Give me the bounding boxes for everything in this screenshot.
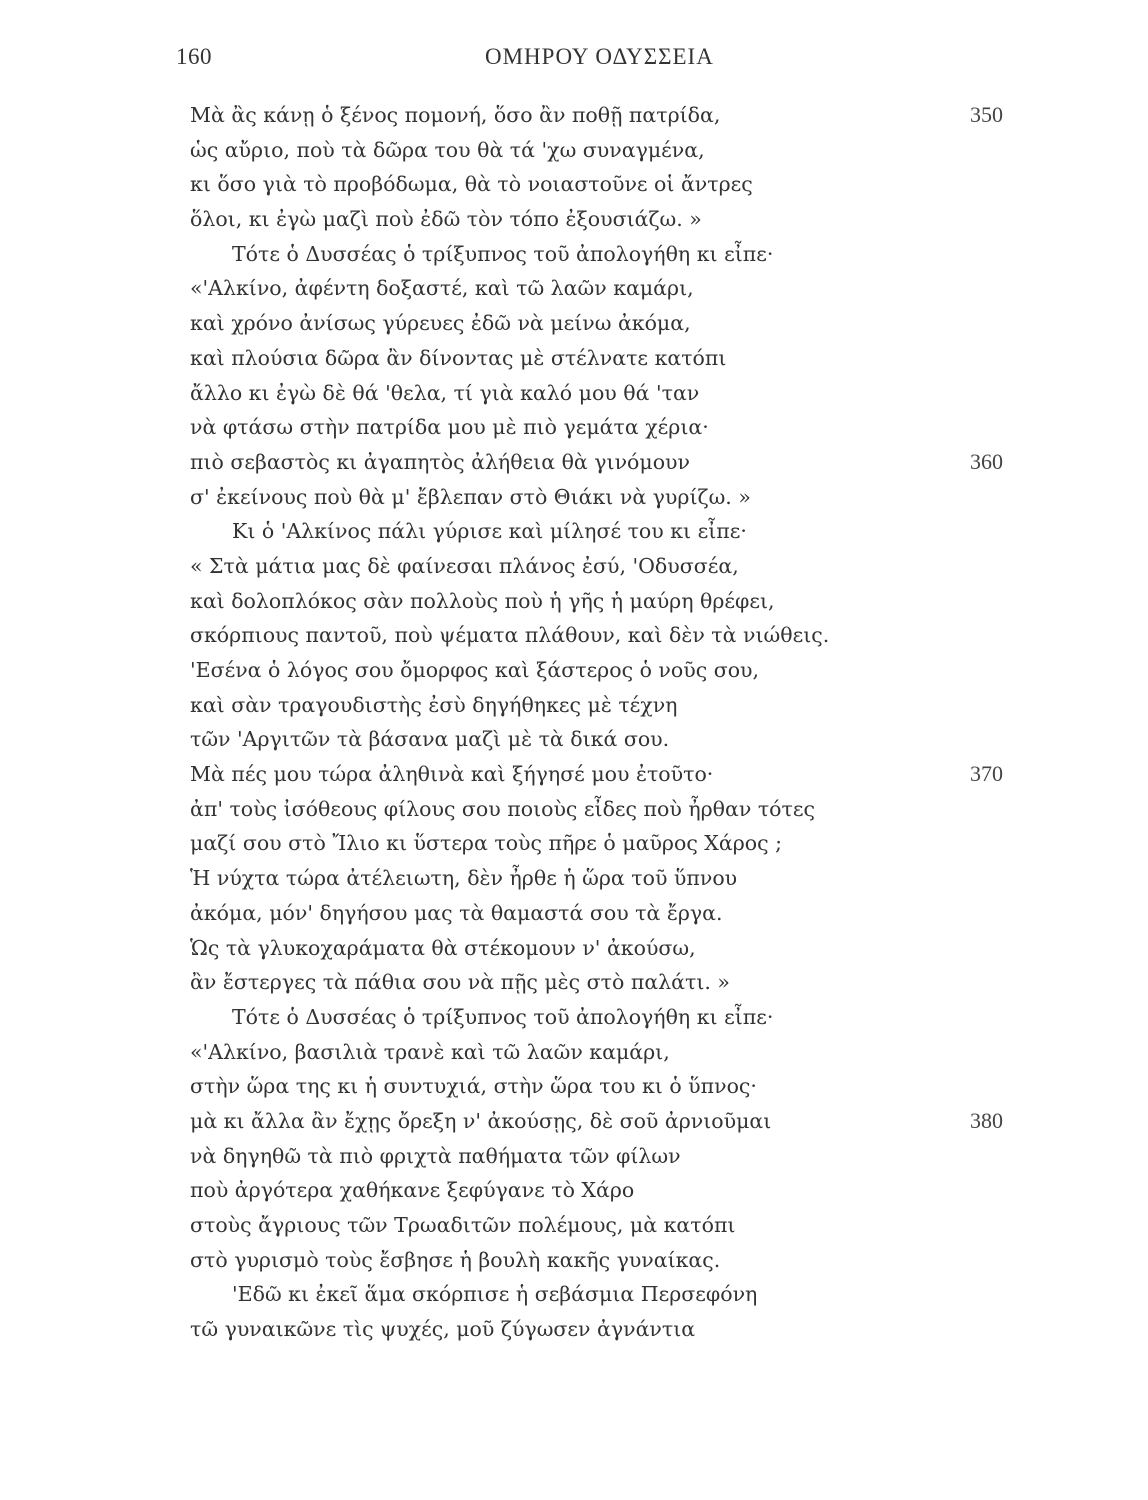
verse-line: [0, 133, 1148, 168]
verse-text: ποὺ ἀργότερα χαθήκανε ξεφύγανε τὸ Χάρο: [190, 1178, 635, 1203]
verse-text: νὰ φτάσω στὴν πατρίδα μου μὲ πιὸ γεμάτα χέρια·: [190, 415, 709, 440]
verse-line: [0, 445, 1148, 480]
poem-text: [0, 98, 1148, 1347]
verse-text: καὶ χρόνο ἀνίσως γύρευες ἐδῶ νὰ μείνω ἀκόμα,: [190, 311, 691, 336]
verse-line: [0, 1069, 1148, 1104]
verse-text: κι ὅσο γιὰ τὸ προβόδωμα, θὰ τὸ νοιαστοῦνε οἱ ἄντρες: [190, 172, 753, 197]
verse-text: ὡς αὔριο, ποὺ τὰ δῶρα του θὰ τά 'χω συναγμένα,: [190, 137, 705, 162]
verse-text: « Στὰ μάτια μας δὲ φαίνεσαι πλάνος ἐσύ, 'Οδυσσέα,: [190, 553, 739, 578]
verse-line: [0, 1104, 1148, 1139]
verse-line: [0, 514, 1148, 549]
line-number: 380: [970, 1107, 1003, 1133]
line-number: 350: [970, 102, 1003, 127]
verse-line: [0, 237, 1148, 272]
verse-line: [0, 98, 1148, 133]
verse-text: ἄλλο κι ἐγὼ δὲ θά 'θελα, τί γιὰ καλό μου θά 'ταν: [190, 380, 700, 405]
verse-line: [0, 965, 1148, 1000]
verse-line: [0, 1208, 1148, 1243]
verse-text: μὰ κι ἄλλα ἂν ἔχῃς ὄρεξη ν' ἀκούσῃς, δὲ σοῦ ἀρνιοῦμαι: [190, 1108, 772, 1133]
verse-line: [0, 722, 1148, 757]
verse-line: [0, 1035, 1148, 1070]
verse-text: καὶ σὰν τραγουδιστὴς ἐσὺ δηγήθηκες μὲ τέχνη: [190, 692, 678, 717]
verse-line: [0, 1000, 1148, 1035]
running-title: ΟΜΗΡΟΥ ΟΔΥΣΣΕΙΑ: [485, 44, 714, 69]
verse-text: «'Αλκίνο, βασιλιὰ τρανὲ καὶ τῶ λαῶν καμάρι,: [190, 1039, 670, 1064]
verse-line: [0, 306, 1148, 341]
verse-text: Τότε ὁ Δυσσέας ὁ τρίξυπνος τοῦ ἀπολογήθη κι εἶπε·: [232, 1004, 774, 1029]
verse-text: Ὡς τὰ γλυκοχαράματα θὰ στέκομουν ν' ἀκούσω,: [190, 935, 696, 960]
verse-text: Κι ὁ 'Αλκίνος πάλι γύρισε καὶ μίλησέ του κι εἶπε·: [232, 519, 747, 544]
verse-line: [0, 1243, 1148, 1278]
verse-text: ἀκόμα, μόν' δηγήσου μας τὰ θαμαστά σου τὰ ἔργα.: [190, 900, 723, 925]
verse-text: νὰ δηγηθῶ τὰ πιὸ φριχτὰ παθήματα τῶν φίλων: [190, 1143, 681, 1168]
verse-line: [0, 861, 1148, 896]
verse-text: πιὸ σεβαστὸς κι ἀγαπητὸς ἀλήθεια θὰ γινόμουν: [190, 449, 690, 474]
line-number: 360: [970, 448, 1003, 474]
verse-text: ἂν ἔστεργες τὰ πάθια σου νὰ πῇς μὲς στὸ παλάτι. »: [190, 970, 730, 995]
verse-text: ἀπ' τοὺς ἰσόθεους φίλους σου ποιοὺς εἶδες ποὺ ἦρθαν τότες: [190, 796, 815, 821]
verse-line: [0, 549, 1148, 584]
verse-line: [0, 410, 1148, 445]
verse-text: στὸ γυρισμὸ τοὺς ἔσβησε ἡ βουλὴ κακῆς γυναίκας.: [190, 1247, 721, 1272]
verse-text: τῶν 'Αργιτῶν τὰ βάσανα μαζὶ μὲ τὰ δικά σου.: [190, 727, 670, 752]
verse-line: [0, 202, 1148, 237]
verse-line: [0, 826, 1148, 861]
verse-line: [0, 1277, 1148, 1312]
verse-text: τῶ γυναικῶνε τὶς ψυχές, μοῦ ζύγωσεν ἀγνάντια: [190, 1317, 696, 1342]
verse-text: Τότε ὁ Δυσσέας ὁ τρίξυπνος τοῦ ἀπολογήθη κι εἶπε·: [232, 241, 774, 266]
verse-line: [0, 757, 1148, 792]
verse-text: 'Εδῶ κι ἐκεῖ ἅμα σκόρπισε ἡ σεβάσμια Περσεφόνη: [232, 1282, 758, 1307]
verse-text: στοὺς ἄγριους τῶν Τρωαδιτῶν πολέμους, μὰ κατόπι: [190, 1213, 736, 1237]
verse-text: Μὰ ἂς κάνῃ ὁ ξένος πομονή, ὅσο ἂν ποθῇ πατρίδα,: [190, 103, 721, 127]
verse-line: [0, 376, 1148, 411]
verse-text: 'Εσένα ὁ λόγος σου ὄμορφος καὶ ξάστερος ὁ νοῦς σου,: [190, 658, 760, 682]
verse-line: [0, 1312, 1148, 1347]
verse-line: [0, 1139, 1148, 1174]
verse-line: [0, 271, 1148, 306]
verse-line: [0, 931, 1148, 966]
page-header: [0, 44, 1148, 84]
line-number: 370: [970, 761, 1003, 787]
verse-text: μαζί σου στὸ Ἴλιο κι ὕστερα τοὺς πῆρε ὁ μαῦρος Χάρος ;: [190, 831, 783, 856]
verse-text: στὴν ὥρα της κι ἡ συντυχιά, στὴν ὥρα του κι ὁ ὕπνος·: [190, 1074, 757, 1099]
verse-line: [0, 480, 1148, 515]
verse-line: [0, 584, 1148, 619]
verse-text: καὶ δολοπλόκος σὰν πολλοὺς ποὺ ἡ γῆς ἡ μαύρη θρέφει,: [190, 588, 775, 613]
verse-text: «'Αλκίνο, ἀφέντη δοξαστέ, καὶ τῶ λαῶν καμάρι,: [190, 276, 694, 301]
verse-text: καὶ πλούσια δῶρα ἂν δίνοντας μὲ στέλνατε κατόπι: [190, 345, 727, 370]
verse-line: [0, 896, 1148, 931]
verse-text: ὅλοι, κι ἐγὼ μαζὶ ποὺ ἐδῶ τὸν τόπο ἐξουσιάζω. »: [190, 207, 702, 232]
verse-text: σκόρπιους παντοῦ, ποὺ ψέματα πλάθουν, καὶ δὲν τὰ νιώθεις.: [190, 623, 830, 648]
verse-line: [0, 688, 1148, 723]
verse-text: σ' ἐκείνους ποὺ θὰ μ' ἔβλεπαν στὸ Θιάκι νὰ γυρίζω. »: [190, 484, 751, 509]
verse-line: [0, 1173, 1148, 1208]
verse-text: Μὰ πές μου τώρα ἀληθινὰ καὶ ξήγησέ μου ἐτοῦτο·: [190, 762, 714, 787]
verse-line: [0, 792, 1148, 827]
verse-line: [0, 341, 1148, 376]
page-number: 160: [176, 44, 212, 69]
verse-text: Ἡ νύχτα τώρα ἀτέλειωτη, δὲν ἦρθε ἡ ὥρα τοῦ ὕπνου: [190, 866, 738, 891]
verse-line: [0, 167, 1148, 202]
verse-line: [0, 653, 1148, 688]
verse-line: [0, 618, 1148, 653]
